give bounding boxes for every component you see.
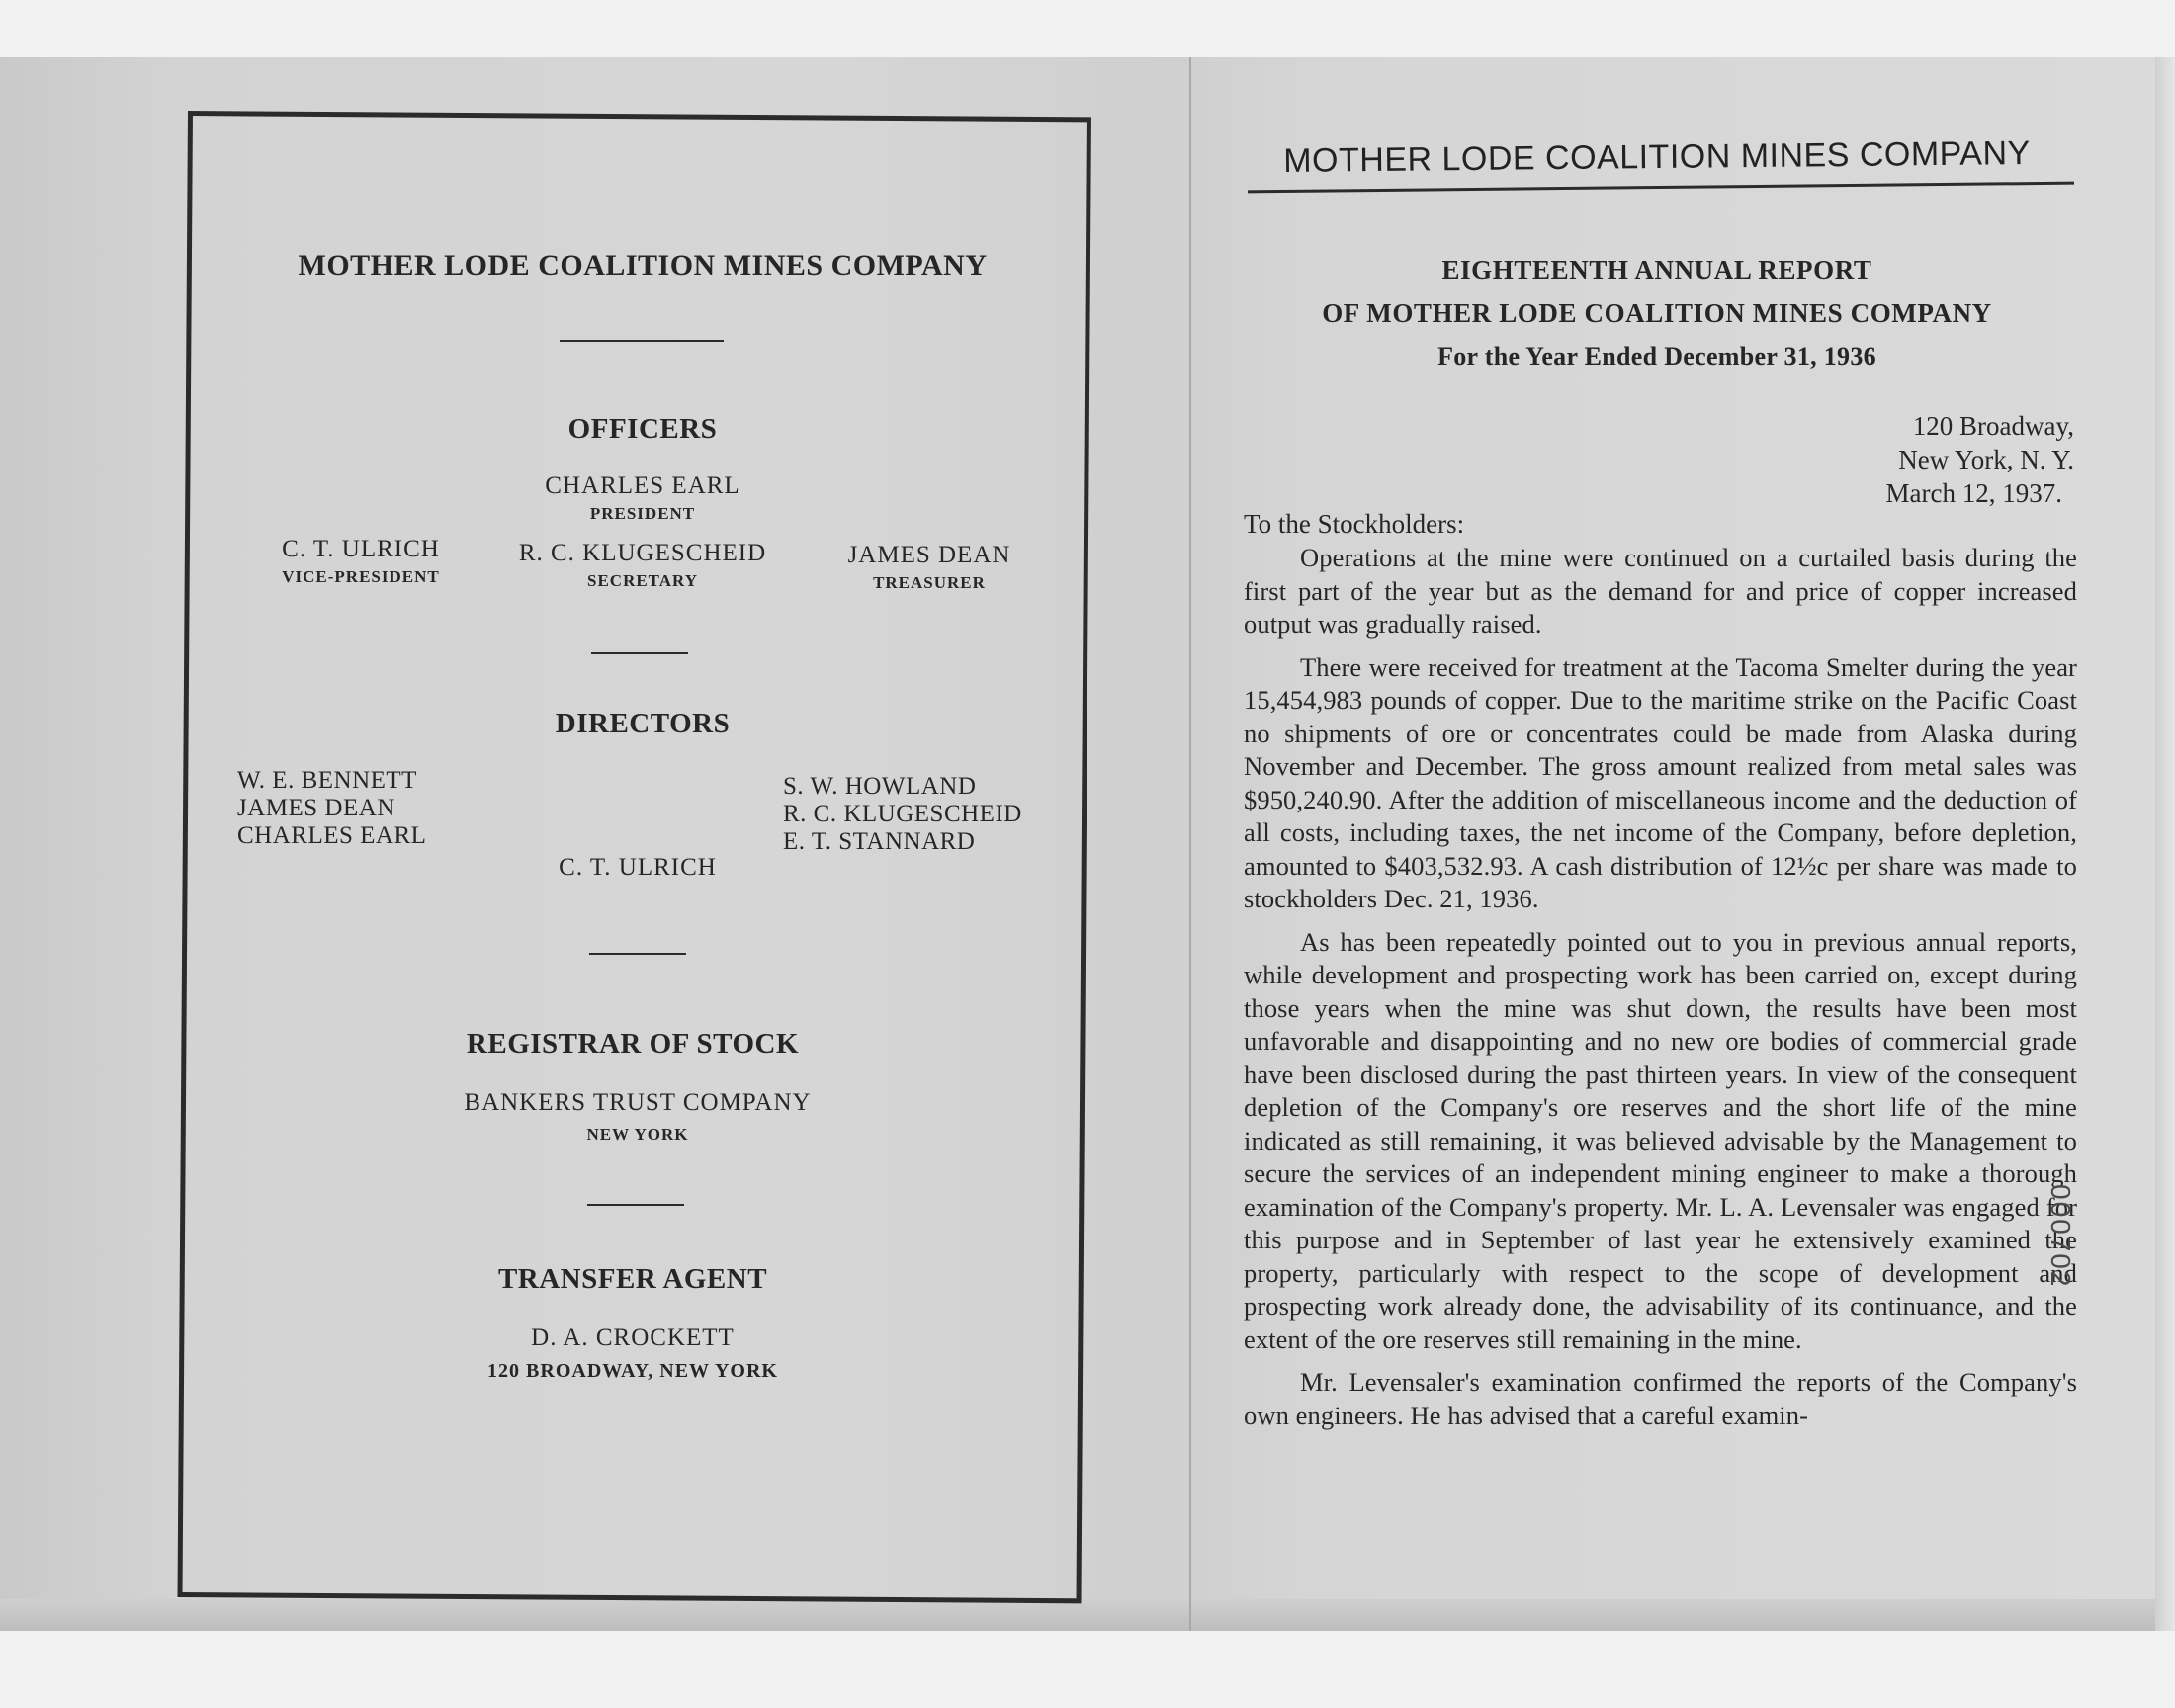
center-fold: [1189, 57, 1191, 1631]
secretary-name: R. C. KLUGESCHEID: [518, 540, 767, 566]
officers-heading: OFFICERS: [567, 413, 718, 445]
scan-right-edge: [2155, 57, 2175, 1631]
divider-rule: [560, 340, 724, 342]
treasurer-role: TREASURER: [873, 573, 986, 592]
director-name: JAMES DEAN: [237, 795, 395, 821]
director-name: CHARLES EARL: [237, 822, 427, 849]
president-role: PRESIDENT: [589, 504, 696, 523]
left-company-title: MOTHER LODE COALITION MINES COMPANY: [298, 249, 988, 282]
director-center: C. T. ULRICH: [559, 854, 717, 881]
paragraph: As has been repeatedly pointed out to you in previous annual reports, while development and prospecting work has been carried on, except during those years when the mine was shut down, the results have been most unfavorable and disappointing and no new ore bodies of commercial grade have been disclosed during the past thirteen years. In view of the consequent depletion of the Company's ore reserves and the short life of the mine indicated as still remaining, it was believed advisable by the Management to secure the services of an independent mining engineer to make a thorough examination of the Company's property. Mr. L. A. Levensaler was engaged for this purpose and in September of last year he extensively examined the property, particularly with respect to the scope of development and prospecting work already done, the advisability of its continuance, and the extent of the ore reserves still remaining in the mine.: [1244, 926, 2077, 1354]
divider-rule: [587, 1204, 684, 1206]
officer-secretary: [475, 540, 811, 591]
transfer-agent-heading: TRANSFER AGENT: [497, 1263, 768, 1295]
report-subtitle: For the Year Ended December 31, 1936: [1437, 342, 1876, 371]
transfer-agent-name: D. A. CROCKETT: [531, 1324, 735, 1351]
report-title-line-1: EIGHTEENTH ANNUAL REPORT: [1441, 255, 1872, 285]
directors-right-column: [783, 773, 1022, 856]
registrar-location: NEW YORK: [586, 1125, 689, 1144]
transfer-agent-block: [425, 1324, 840, 1383]
director-name: S. W. HOWLAND: [783, 773, 977, 800]
treasurer-name: JAMES DEAN: [847, 542, 1011, 568]
report-title-line-2: OF MOTHER LODE COALITION MINES COMPANY: [1322, 299, 1992, 328]
officer-president: [465, 472, 821, 524]
president-name: CHARLES EARL: [545, 472, 740, 499]
paragraph: There were received for treatment at the Tacoma Smelter during the year 15,454,983 pounds of copper. Due to the maritime strike on the Pacific Coast no shipments of ore or concentrates could be made from Alaska during November and December. The gross amount realized from metal sales was $950,240.90. After the addition of miscellaneous income and the deduction of all costs, including taxes, the net income of the Company, before depletion, amounted to $403,532.93. A cash distribution of 12½c per share was made to stockholders Dec. 21, 1936.: [1244, 651, 2077, 913]
address-line-2: New York, N. Y.: [1898, 445, 2074, 474]
divider-rule: [589, 953, 686, 955]
director-name: E. T. STANNARD: [783, 828, 976, 855]
secretary-role: SECRETARY: [587, 571, 698, 590]
report-date: March 12, 1937.: [1885, 478, 2062, 508]
directors-heading: DIRECTORS: [555, 708, 731, 739]
paragraph: Operations at the mine were continued on a curtailed basis during the first part of the year but as the demand for and price of copper increased output was gradually raised.: [1244, 543, 2077, 639]
right-page-header: MOTHER LODE COALITION MINES COMPANY: [1283, 134, 2031, 180]
divider-rule: [591, 652, 688, 654]
vice-president-role: VICE-PRESIDENT: [282, 567, 440, 586]
officer-vice-president: [227, 536, 494, 587]
registrar-name: BANKERS TRUST COMPANY: [464, 1089, 812, 1116]
transfer-agent-address: 120 BROADWAY, NEW YORK: [487, 1360, 778, 1382]
report-body: [1244, 542, 2077, 1442]
director-name: W. E. BENNETT: [237, 767, 417, 794]
address-block: [1681, 409, 2074, 510]
scan-bottom-edge: [0, 1599, 2175, 1631]
registrar-block: [415, 1089, 860, 1145]
margin-stamp-number: 000702: [2045, 1184, 2076, 1289]
directors-left-column: [237, 767, 426, 850]
director-name: R. C. KLUGESCHEID: [783, 801, 1022, 827]
registrar-heading: REGISTRAR OF STOCK: [466, 1028, 800, 1060]
address-line-1: 120 Broadway,: [1912, 411, 2074, 441]
paragraph: Mr. Levensaler's examination confirmed the reports of the Company's own engineers. He has advised that a careful examin-: [1244, 1367, 2077, 1430]
salutation: To the Stockholders:: [1244, 509, 1465, 539]
officer-treasurer: [811, 542, 1048, 593]
vice-president-name: C. T. ULRICH: [282, 536, 440, 562]
